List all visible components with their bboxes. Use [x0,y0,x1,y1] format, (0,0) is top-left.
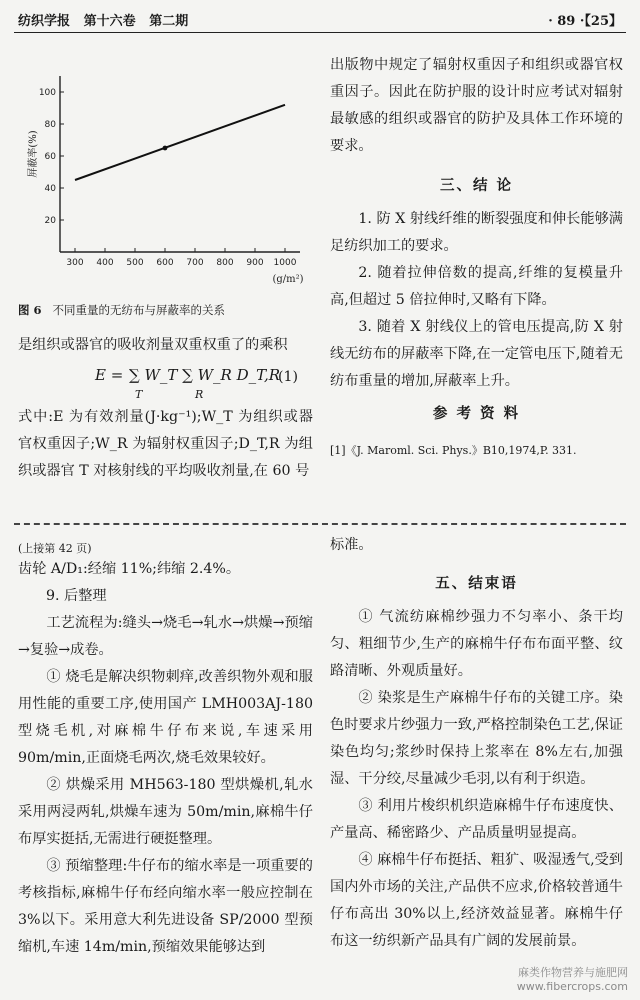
page-number: · 89 ·【25】 [548,14,622,29]
equation-sub-r: R [195,388,204,401]
closing-heading: 五、结束语 [435,575,518,592]
article-divider [14,523,626,525]
finishing-item-1: ① 烧毛是解决织物刺痒,改善织物外观和服用性能的重要工序,使用国产 LMH003AJ-180 型烧毛机,对麻棉牛仔布来说,车速采用 90m/min,正面烧毛两次,烧毛效果较好。 [18,669,313,766]
conclusion-heading: 三、结 论 [439,177,514,194]
closing-item-3: ③ 利用片梭织机织造麻棉牛仔布速度快、产量高、稀密路少、产品质量明显提高。 [330,798,623,841]
watermark-line-2: www.fibercrops.com [516,980,628,993]
x-tick-label: 600 [156,258,174,268]
figure-caption-text: 不同重量的无纺布与屏蔽率的关系 [52,303,225,317]
references-heading: 参 考 资 料 [432,405,521,422]
closing-item-1: ① 气流纺麻棉纱强力不匀率小、条干均匀、粗细节少,生产的麻棉牛仔布布面平整、纹路清晰、外观质量好。 [330,609,623,679]
x-tick-label: 400 [96,258,114,268]
equation-lhs: E = [95,366,124,384]
conclusion-item-1: 1. 防 X 射线纤维的断裂强度和伸长能够满足纺织加工的要求。 [330,211,623,254]
figure-caption-label: 图 6 [18,303,42,317]
closing-item-4: ④ 麻棉牛仔布挺括、粗犷、吸湿透气,受到国内外市场的关注,产品供不应求,价格较普通牛仔布高出 30%以上,经济效益显著。麻棉牛仔布这一纺织新产品具有广阔的发展前景。 [330,852,623,949]
x-tick-label: 900 [246,258,264,268]
y-tick-label: 60 [44,152,56,162]
y-tick-label: 40 [44,184,56,194]
header-rule [14,32,626,33]
right-paragraph-1: 出版物中规定了辐射权重因子和组织或器官权重因子。因此在防护服的设计时应考试对辐射最敏感的组织或器官的防护及具体工作环境的要求。 [330,57,623,154]
x-tick-label: 700 [186,258,204,268]
equation-number: (1) [278,369,299,385]
equation-rhs: ∑ W_T ∑ W_R D_T,R [129,366,281,384]
x-tick-label: 800 [216,258,234,268]
y-tick-label: 80 [44,120,56,130]
volume-label: 第十六卷 [83,14,136,29]
finishing-item-2: ② 烘燥采用 MH563-180 型烘燥机,轧水采用两浸两轧,烘燥车速为 50m/min,麻棉牛仔布厚实挺括,无需进行硬挺整理。 [18,777,313,847]
x-axis-label: (g/m²) [272,274,304,285]
step-9-heading: 9. 后整理 [46,588,107,604]
y-tick-label: 20 [44,216,56,226]
x-tick-label: 1000 [273,258,297,268]
process-flow: 工艺流程为:缝头→烧毛→轧水→烘燥→预缩→复验→成卷。 [18,615,313,658]
running-header-left [18,10,188,29]
reference-1: [1]《J. Maroml. Sci. Phys.》B10,1974,P. 331. [330,444,577,457]
y-tick-label: 100 [38,88,56,98]
equation-definition: 式中:E 为有效剂量(J·kg⁻¹);W_T 为组织或器官权重因子;W_R 为辐射权重因子;D_T,R 为组织或器官 T 对核射线的平均吸收剂量,在 60 号 [18,409,313,479]
x-tick-label: 300 [66,258,84,268]
conclusion-item-2: 2. 随着拉伸倍数的提高,纤维的复模量升高,但超过 5 倍拉伸时,又略有下降。 [330,265,623,308]
conclusion-item-3: 3. 随着 X 射线仪上的管电压提高,防 X 射线无纺布的屏蔽率下降,在一定管电压下,随着无纺布重量的增加,屏蔽率上升。 [330,319,623,389]
right-bottom-continuation: 标准。 [330,537,373,553]
y-axis-label: 屏蔽率(%) [28,130,39,178]
closing-item-2: ② 染浆是生产麻棉牛仔布的关键工序。染色时要求片纱强力一致,严格控制染色工艺,保证染色均匀;浆纱时保持上浆率在 8%左右,加强湿、干分绞,尽量减少毛羽,以有利于织造。 [330,690,623,787]
equation-sub-t: T [135,388,143,401]
issue-label: 第二期 [149,14,189,29]
watermark [517,966,628,994]
figure-6-chart [14,70,314,295]
watermark-line-1: 麻类作物营养与施肥网 [518,966,628,979]
gear-line: 齿轮 A/D₁:经缩 11%;纬缩 2.4%。 [18,561,241,577]
equation-intro: 是组织或器官的吸收剂量双重权重了的乘积 [18,337,288,353]
continued-note: (上接第 42 页) [18,542,92,555]
figure-caption [18,302,318,318]
x-tick-label: 500 [126,258,144,268]
data-point-0 [163,146,168,151]
journal-name: 纺织学报 [18,14,71,29]
series-line-0 [75,105,285,180]
finishing-item-3: ③ 预缩整理:牛仔布的缩水率是一项重要的考核指标,麻棉牛仔布经向缩水率一般应控制在 3%以下。采用意大利先进设备 SP/2000 型预缩机,车速 14m/min,预缩效果能够达到 [18,858,313,955]
